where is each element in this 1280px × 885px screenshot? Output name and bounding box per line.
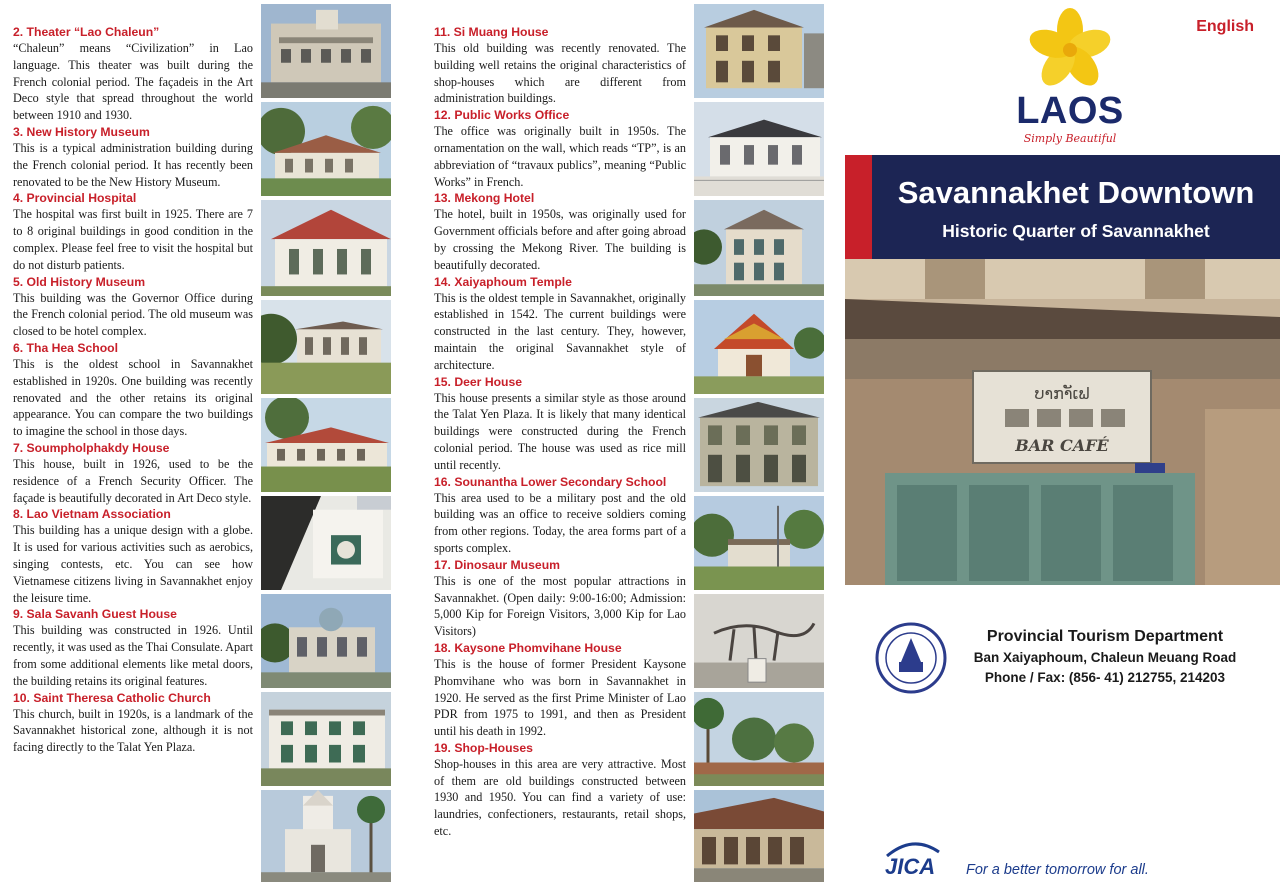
sign-lao-text: ບາກາັເຟ — [1034, 384, 1090, 403]
department-name: Provincial Tourism Department — [986, 628, 1224, 645]
photo-lao-vietnam-association — [261, 594, 391, 690]
site-entry-3 — [13, 124, 253, 190]
department-contact — [955, 626, 1255, 688]
title-accent-bar — [845, 155, 872, 259]
site-title: 2. Theater “Lao Chaleun” — [13, 25, 160, 39]
photo-public-works-office — [694, 102, 824, 198]
title-band — [845, 155, 1280, 259]
cover-title: Savannakhet Downtown — [897, 175, 1255, 210]
photo-xaiyaphoum-temple — [694, 300, 824, 396]
tourism-department-seal — [875, 622, 947, 694]
logo-tagline: Simply Beautiful — [1023, 132, 1117, 145]
photo-saint-theresa-church — [261, 790, 391, 884]
cover-subtitle: Historic Quarter of Savannakhet — [942, 221, 1210, 241]
photo-sala-savanh-guest-house — [261, 692, 391, 788]
site-entry-6 — [13, 340, 253, 440]
site-description: This is a typical administration building during the French colonial period. It has recently been renovated to be the New History Museum. — [13, 140, 253, 189]
column-b-photos — [694, 4, 824, 885]
photo-new-history-museum — [261, 102, 391, 198]
site-title: 5. Old History Museum — [13, 274, 146, 289]
photo-sounantha-school — [694, 496, 824, 592]
site-description: This building was the Governor Office during the French colonial period. The old museum was closed to be hotel complex. — [13, 290, 253, 339]
sign-bar-cafe-text: BAR CAFÉ — [1015, 436, 1109, 455]
photo-deer-house — [694, 398, 824, 494]
site-title: 19. Shop-Houses — [434, 740, 533, 755]
cover-panel — [845, 0, 1280, 885]
site-entry-8 — [13, 506, 253, 606]
jica-slogan: For a better tomorrow for all. — [966, 862, 1149, 878]
department-seal-icon — [875, 622, 947, 694]
column-a-text — [13, 0, 253, 885]
photo-dinosaur-museum — [694, 594, 824, 690]
site-title: 16. Sounantha Lower Secondary School — [434, 474, 667, 489]
photo-old-history-museum — [261, 300, 391, 396]
site-title: 7. Soumpholphakdy House — [13, 440, 170, 455]
site-title: 10. Saint Theresa Catholic Church — [13, 690, 211, 705]
photo-shop-houses — [694, 790, 824, 884]
site-title: 13. Mekong Hotel — [434, 191, 535, 206]
site-description: This area used to be a military post and the old building was an office to receive soldiers coming from other regions. Today, the area forms part of a sports complex. — [434, 490, 686, 555]
site-title: 15. Deer House — [434, 374, 523, 389]
site-description: Shop-houses in this area are very attractive. Most of them are old buildings constructed between 1930 and 1950. You can find a variety of use: laundries, confectioners, restaurants, retail shops, etc. — [434, 756, 686, 839]
column-b-text — [434, 0, 686, 885]
site-entry-15 — [434, 374, 686, 474]
site-description: This is the oldest temple in Savannakhet, originally established in 1542. The current buildings were constructed in the last century. They, however, maintain the original Savannakhet style of architecture. — [434, 290, 686, 372]
site-description: “Chaleun” means “Civilization” in Lao language. This theater was built during the French colonial period. The façadeis in the Art Deco style that spread throughout the world between 1910 and 1930. — [13, 41, 253, 123]
site-description: This is the oldest school in Savannakhet established in 1920s. One building was recently renovated and the other retains its original appearance. You can compare the two buildings to imagine the school in those days. — [13, 356, 253, 439]
site-description: This house, built in 1926, used to be the residence of a French Security Officer. The façade is beautifully decorated in Art Deco style. — [13, 456, 253, 505]
site-entry-7 — [13, 440, 253, 506]
site-entry-17 — [434, 557, 686, 640]
site-title: 18. Kaysone Phomvihane House — [434, 640, 622, 655]
site-entry-19 — [434, 740, 686, 840]
site-description: This house presents a similar style as those around the Talat Yen Plaza. It is likely that many identical buildings were constructed during the French colonial period. The house was used as rice mill until recently. — [434, 390, 686, 472]
department-phone: Phone / Fax: (856- 41) 212755, 214203 — [984, 670, 1226, 685]
site-entry-14 — [434, 274, 686, 374]
site-description: This is the house of former President Kaysone Phomvihane who was born in Savannakhet in 1920. He served as the first Prime Minister of Lao PDR from 1975 to 1991, and then as President until his death in 1992. — [434, 656, 686, 739]
site-title: 12. Public Works Office — [434, 108, 570, 123]
site-title: 11. Si Muang House — [434, 25, 549, 39]
column-a-photos — [261, 4, 391, 885]
site-entry-4 — [13, 190, 253, 273]
site-title: 3. New History Museum — [13, 124, 150, 139]
site-description: This building has a unique design with a globe. It is used for various activities such as aerobics, singing contests, etc. You can see how Vietnamese citizens living in Savannakhet enjoy the leisure time. — [13, 523, 253, 605]
cover-photo-bar-cafe — [845, 259, 1280, 585]
site-title: 6. Tha Hea School — [13, 340, 118, 355]
site-description: The office was originally built in 1950s. The ornamentation on the wall, which reads “TP”, is an abbreviation of “travaux publics”, meaning “Public Works” in French. — [434, 124, 686, 189]
site-entry-10 — [13, 690, 253, 756]
photo-si-muang-house — [694, 4, 824, 100]
site-title: 9. Sala Savanh Guest House — [13, 607, 177, 622]
laos-logo — [1005, 8, 1135, 148]
site-entry-18 — [434, 640, 686, 740]
site-title: 14. Xaiyaphoum Temple — [434, 274, 572, 289]
jica-wordmark: JICA — [885, 854, 936, 879]
site-entry-11 — [434, 24, 686, 107]
photo-mekong-hotel — [694, 200, 824, 298]
site-title: 17. Dinosaur Museum — [434, 557, 560, 572]
site-entry-12 — [434, 107, 686, 190]
photo-tha-hea-school — [261, 398, 391, 494]
site-description: This old building was recently renovated. The building well retains the original characteristics of shop-houses which are different from administration buildings. — [434, 41, 686, 106]
site-entry-5 — [13, 274, 253, 340]
site-entry-9 — [13, 606, 253, 689]
site-entry-16 — [434, 474, 686, 557]
logo-wordmark: LAOS — [1016, 90, 1124, 132]
site-entry-13 — [434, 190, 686, 273]
site-title: 8. Lao Vietnam Association — [13, 507, 171, 522]
site-entry-2 — [13, 24, 253, 124]
jica-logo — [883, 838, 943, 882]
site-description: The hospital was first built in 1925. There are 7 to 8 original buildings in good condition in the complex. Please feel free to visit the hospital but do not disturb patients. — [13, 207, 253, 272]
site-description: This church, built in 1920s, is a landmark of the Savannakhet historical zone, although it is not facing directly to the Talat Yen Plaza. — [13, 706, 253, 755]
photo-kaysone-phomvihane-house — [694, 692, 824, 788]
photo-soumpholphakdy-house — [261, 496, 391, 592]
photo-theater — [261, 4, 391, 100]
photo-provincial-hospital — [261, 200, 391, 298]
department-address: Ban Xaiyaphoum, Chaleun Meuang Road — [973, 650, 1237, 665]
frangipani-flower-icon — [1005, 8, 1135, 98]
site-title: 4. Provincial Hospital — [13, 191, 137, 206]
language-link-english[interactable]: English — [1196, 18, 1254, 35]
site-description: This building was constructed in 1926. Until recently, it was used as the Thai Consulate. Apart from some additional elements like metal doors, the building retains its original features. — [13, 623, 253, 688]
site-description: This is one of the most popular attractions in Savannakhet. (Open daily: 9:00-16:00; Admission: 5,000 Kip for Foreign Visitors, 3,000 Kip for Lao Visitors) — [434, 573, 686, 639]
site-description: The hotel, built in 1950s, was originally used for Government officials before and after going abroad by crossing the Mekong River. The building is beautifully decorated. — [434, 207, 686, 272]
